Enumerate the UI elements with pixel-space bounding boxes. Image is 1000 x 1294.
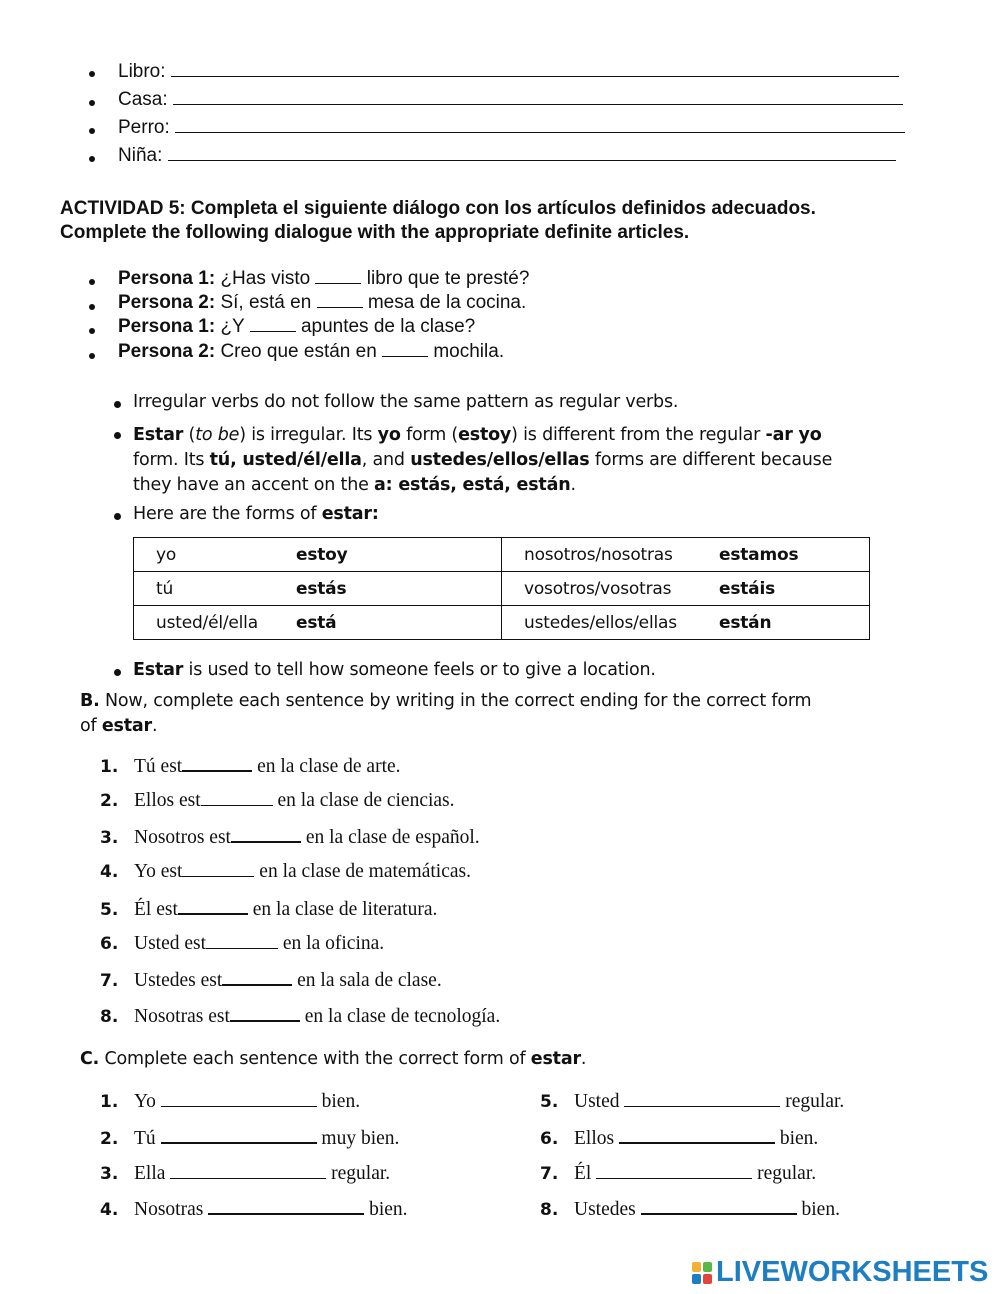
bullet-icon xyxy=(114,432,121,439)
instruction-text: . xyxy=(151,716,158,736)
note-usage xyxy=(133,660,656,680)
verb-form: estamos xyxy=(719,544,799,565)
note-bold: Estar xyxy=(133,425,184,445)
section-b-instructions xyxy=(80,689,811,739)
item-number: 4. xyxy=(100,1200,119,1220)
note-text: ( xyxy=(183,425,196,445)
item-text: en la clase de tecnología. xyxy=(304,1006,501,1027)
note-text: form ( xyxy=(400,425,459,445)
item-text: Ella xyxy=(134,1163,166,1184)
item-number: 7. xyxy=(540,1164,559,1184)
exercise-item xyxy=(100,1198,408,1221)
note-italic: to be xyxy=(195,425,240,445)
item-text: Yo est xyxy=(134,861,183,882)
note-text: forms are different because xyxy=(589,450,833,470)
item-number: 3. xyxy=(100,828,119,848)
item-number: 6. xyxy=(540,1129,559,1149)
item-text: Usted est xyxy=(134,933,207,954)
liveworksheets-logo xyxy=(692,1256,988,1289)
verb-form: están xyxy=(719,612,772,633)
answer-blank[interactable] xyxy=(168,145,896,161)
vocab-label: Libro: xyxy=(118,61,166,82)
dialogue-line xyxy=(118,268,529,290)
answer-blank[interactable] xyxy=(222,969,292,986)
answer-blank[interactable] xyxy=(315,268,361,284)
verb-form: estás xyxy=(296,578,347,599)
item-text: bien. xyxy=(369,1199,408,1220)
item-text: Nosotras est xyxy=(134,1006,230,1027)
bullet-icon xyxy=(89,128,95,134)
exercise-item xyxy=(100,1091,360,1113)
table-cell xyxy=(134,538,502,572)
item-text: en la clase de ciencias. xyxy=(277,790,455,811)
bullet-icon xyxy=(89,328,95,334)
item-text: regular. xyxy=(331,1163,391,1184)
answer-blank[interactable] xyxy=(182,861,254,877)
instruction-text: of xyxy=(80,716,102,736)
item-number: 8. xyxy=(540,1200,559,1220)
item-text: regular. xyxy=(785,1091,845,1112)
answer-blank[interactable] xyxy=(317,292,363,308)
exercise-item xyxy=(540,1091,844,1113)
item-number: 2. xyxy=(100,1129,119,1149)
answer-blank[interactable] xyxy=(619,1127,775,1144)
answer-blank[interactable] xyxy=(173,89,903,105)
item-text: Yo xyxy=(134,1091,156,1112)
note-text: , and xyxy=(361,450,411,470)
section-letter: B. xyxy=(80,691,100,711)
note-bold: Estar xyxy=(133,660,184,680)
note-text: ) is irregular. Its xyxy=(239,425,378,445)
answer-blank[interactable] xyxy=(170,1163,326,1179)
item-text: en la oficina. xyxy=(282,933,385,954)
table-row xyxy=(134,606,870,640)
dialogue-text: Creo que están en xyxy=(220,341,377,362)
answer-blank[interactable] xyxy=(231,826,301,843)
vocab-item-perro xyxy=(118,117,905,139)
estar-forms-table xyxy=(133,537,870,640)
note-bold: yo xyxy=(377,425,401,445)
note-bold: -ar yo xyxy=(765,425,822,445)
bullet-icon xyxy=(89,304,95,310)
table-cell xyxy=(502,572,870,606)
item-text: Usted xyxy=(574,1091,620,1112)
answer-blank[interactable] xyxy=(596,1163,752,1179)
verb-form: estáis xyxy=(719,578,775,599)
pronoun: nosotros/nosotras xyxy=(524,544,673,565)
bullet-icon xyxy=(114,401,121,408)
vocab-label: Casa: xyxy=(118,89,168,110)
item-text: muy bien. xyxy=(321,1128,400,1149)
item-number: 5. xyxy=(540,1092,559,1112)
note-text: ) is different from the regular xyxy=(511,425,766,445)
answer-blank[interactable] xyxy=(182,755,252,772)
exercise-item xyxy=(540,1163,816,1185)
note-bold: ustedes/ellos/ellas xyxy=(410,450,590,470)
pronoun: yo xyxy=(156,544,177,565)
note-text: form. Its xyxy=(133,450,210,470)
answer-blank[interactable] xyxy=(641,1198,797,1215)
vocab-label: Niña: xyxy=(118,145,163,166)
dialogue-line xyxy=(118,292,526,314)
pronoun: usted/él/ella xyxy=(156,612,258,633)
answer-blank[interactable] xyxy=(171,61,899,77)
pronoun: tú xyxy=(156,578,174,599)
note-bold: estoy xyxy=(458,425,512,445)
table-row xyxy=(134,572,870,606)
table-row xyxy=(134,538,870,572)
vocab-item-casa xyxy=(118,89,903,111)
note-text: they have an accent on the xyxy=(133,475,375,495)
instruction-text: Now, complete each sentence by writing in the correct ending for the correct form xyxy=(104,691,812,711)
answer-blank[interactable] xyxy=(201,790,273,806)
note-bold: estar: xyxy=(321,504,379,524)
item-text: bien. xyxy=(321,1091,361,1112)
instruction-bold: estar xyxy=(530,1049,581,1069)
item-text: Tú est xyxy=(134,756,183,777)
instruction-text: Complete each sentence with the correct form of xyxy=(104,1049,531,1069)
speaker-label: Persona 1: xyxy=(118,268,216,289)
note-text: is used to tell how someone feels or to give a location. xyxy=(183,660,656,680)
exercise-item xyxy=(100,826,480,849)
section-c-instructions xyxy=(80,1049,586,1069)
bullet-icon xyxy=(89,279,95,285)
exercise-item xyxy=(540,1198,840,1221)
item-number: 1. xyxy=(100,757,119,777)
bullet-icon xyxy=(89,353,95,359)
vocab-item-libro xyxy=(118,61,899,83)
dialogue-text: Sí, está en xyxy=(220,292,312,313)
item-text: en la sala de clase. xyxy=(297,970,442,991)
item-text: Ellos xyxy=(574,1128,615,1149)
speaker-label: Persona 2: xyxy=(118,292,216,313)
answer-blank[interactable] xyxy=(161,1091,317,1107)
exercise-item xyxy=(100,1163,390,1185)
item-number: 6. xyxy=(100,934,119,954)
exercise-item xyxy=(100,790,455,812)
exercise-item xyxy=(100,755,401,778)
pronoun: vosotros/vosotras xyxy=(524,578,672,599)
dialogue-text: ¿Has visto xyxy=(220,268,311,289)
dialogue-text: libro que te presté? xyxy=(366,268,530,289)
item-text: regular. xyxy=(757,1163,817,1184)
verb-form: estoy xyxy=(296,544,348,565)
answer-blank[interactable] xyxy=(175,117,905,133)
dialogue-line xyxy=(118,341,504,363)
item-number: 3. xyxy=(100,1164,119,1184)
note-bold: tú, usted/él/ella xyxy=(209,450,362,470)
activity5-title xyxy=(60,197,816,245)
answer-blank[interactable] xyxy=(206,933,278,949)
answer-blank[interactable] xyxy=(208,1198,364,1215)
exercise-item xyxy=(100,861,471,883)
table-cell xyxy=(502,606,870,640)
pronoun: ustedes/ellos/ellas xyxy=(524,612,677,633)
bullet-icon xyxy=(114,669,121,676)
bullet-icon xyxy=(89,100,95,106)
item-text: Nosotros est xyxy=(134,827,231,848)
bullet-icon xyxy=(114,513,121,520)
liveworksheets-icon xyxy=(692,1260,714,1286)
exercise-item xyxy=(100,1005,500,1028)
verb-form: está xyxy=(296,612,337,633)
exercise-item xyxy=(100,969,442,992)
item-text: Nosotras xyxy=(134,1199,204,1220)
dialogue-text: mochila. xyxy=(433,341,505,362)
dialogue-line xyxy=(118,316,475,338)
brand-name: LIVEWORKSHEETS xyxy=(716,1256,989,1288)
speaker-label: Persona 2: xyxy=(118,341,216,362)
item-number: 1. xyxy=(100,1092,119,1112)
note-bold: a: estás, está, están xyxy=(374,475,571,495)
note-text: . xyxy=(570,475,576,495)
item-text: Ellos est xyxy=(134,790,201,811)
exercise-item xyxy=(100,933,384,955)
answer-blank[interactable] xyxy=(382,341,428,357)
answer-blank[interactable] xyxy=(230,1005,300,1022)
answer-blank[interactable] xyxy=(178,898,248,915)
item-text: Tú xyxy=(134,1128,156,1149)
item-number: 7. xyxy=(100,971,119,991)
item-text: Él est xyxy=(134,899,178,920)
activity5-title-es: ACTIVIDAD 5: Completa el siguiente diálogo con los artículos definidos adecuados. xyxy=(60,198,816,219)
item-text: Él xyxy=(574,1163,592,1184)
answer-blank[interactable] xyxy=(624,1091,780,1107)
activity5-title-en: Complete the following dialogue with the appropriate definite articles. xyxy=(60,222,690,243)
note-irregular: Irregular verbs do not follow the same pattern as regular verbs. xyxy=(133,392,679,412)
vocab-label: Perro: xyxy=(118,117,170,138)
item-number: 8. xyxy=(100,1007,119,1027)
item-text: en la clase de español. xyxy=(305,827,480,848)
bullet-icon xyxy=(89,71,95,77)
exercise-item xyxy=(100,898,437,921)
item-text: en la clase de literatura. xyxy=(252,899,438,920)
section-letter: C. xyxy=(80,1049,100,1069)
exercise-item xyxy=(100,1127,399,1150)
item-text: Ustedes xyxy=(574,1199,636,1220)
item-text: bien. xyxy=(801,1199,840,1220)
item-text: en la clase de matemáticas. xyxy=(259,861,471,882)
note-forms xyxy=(133,504,379,524)
dialogue-text: apuntes de la clase? xyxy=(300,316,476,337)
answer-blank[interactable] xyxy=(161,1127,317,1144)
note-estar-irregular xyxy=(133,423,832,498)
dialogue-text: mesa de la cocina. xyxy=(367,292,527,313)
speaker-label: Persona 1: xyxy=(118,316,216,337)
table-cell xyxy=(502,538,870,572)
item-number: 2. xyxy=(100,791,119,811)
dialogue-text: ¿Y xyxy=(220,316,245,337)
bullet-icon xyxy=(89,156,95,162)
item-number: 4. xyxy=(100,862,119,882)
table-cell xyxy=(134,606,502,640)
note-text: Here are the forms of xyxy=(133,504,322,524)
instruction-text: . xyxy=(580,1049,587,1069)
exercise-item xyxy=(540,1127,818,1150)
item-text: bien. xyxy=(779,1128,819,1149)
answer-blank[interactable] xyxy=(250,316,296,332)
instruction-bold: estar xyxy=(101,716,152,736)
vocab-item-nina xyxy=(118,145,896,167)
item-text: Ustedes est xyxy=(134,970,223,991)
table-cell xyxy=(134,572,502,606)
item-text: en la clase de arte. xyxy=(257,756,401,777)
item-number: 5. xyxy=(100,900,119,920)
